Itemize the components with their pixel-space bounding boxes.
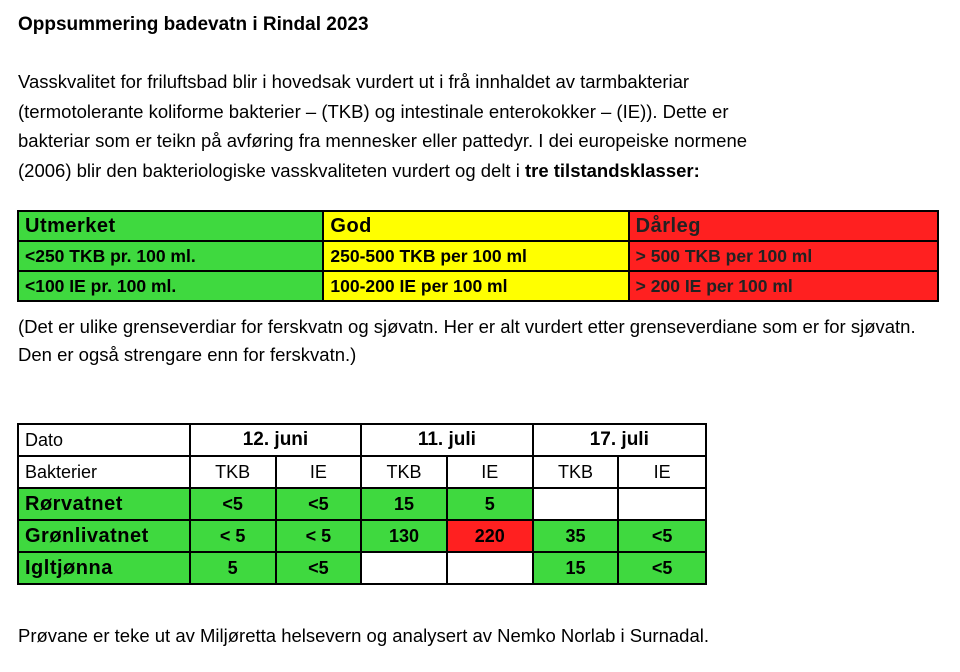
- table-row: [18, 488, 706, 520]
- table-row: [18, 520, 706, 552]
- classes-ie-row: [18, 271, 938, 301]
- class-excellent-tkb: <250 TKB pr. 100 ml.: [18, 241, 323, 271]
- result-cell: <5: [618, 520, 706, 552]
- lake-name: Igltjønna: [18, 552, 190, 584]
- bacteria-header: IE: [618, 456, 706, 488]
- class-excellent-ie: <100 IE pr. 100 ml.: [18, 271, 323, 301]
- intro-line: (termotolerante koliforme bakterier – (TKB) og intestinale enterokokker – (IE)). Dette er: [18, 100, 729, 122]
- results-table: [17, 423, 707, 585]
- result-cell: < 5: [276, 520, 362, 552]
- intro-bold-text: tre tilstandsklasser:: [524, 159, 700, 181]
- result-cell: 15: [361, 488, 447, 520]
- intro-line-text: (2006) blir den bakteriologiske vasskvaliteten vurdert og delt i: [18, 159, 525, 181]
- intro-line: bakteriar som er teikn på avføring fra mennesker eller pattedyr. I dei europeiske normene: [18, 130, 748, 151]
- class-good-tkb: 250-500 TKB per 100 ml: [323, 241, 628, 271]
- class-poor-tkb: > 500 TKB per 100 ml: [629, 241, 938, 271]
- lake-name: Grønlivatnet: [18, 520, 190, 552]
- result-cell: <5: [618, 552, 706, 584]
- date-header: 17. juli: [533, 424, 706, 456]
- lake-name: Rørvatnet: [18, 488, 190, 520]
- bacteria-header: IE: [276, 456, 362, 488]
- bacteria-header: IE: [447, 456, 533, 488]
- note-text: (Det er ulike grenseverdiar for ferskvatn og sjøvatn. Her er alt vurdert etter grenseverdiane som er for sjøvatn. Den er også strengare enn for ferskvatn.): [18, 316, 916, 365]
- result-cell: <5: [190, 488, 276, 520]
- intro-paragraph: [18, 67, 948, 185]
- class-good-ie: 100-200 IE per 100 ml: [323, 271, 628, 301]
- dato-label: Dato: [18, 424, 190, 456]
- date-header: 12. juni: [190, 424, 361, 456]
- intro-line-last: [18, 156, 948, 186]
- result-cell-empty: [361, 552, 447, 584]
- page-title: Oppsummering badevatn i Rindal 2023: [18, 14, 369, 35]
- result-cell: 130: [361, 520, 447, 552]
- classes-tkb-row: [18, 241, 938, 271]
- results-date-row: [18, 424, 706, 456]
- bakterier-label: Bakterier: [18, 456, 190, 488]
- classes-header-row: [18, 211, 938, 241]
- result-cell: 5: [190, 552, 276, 584]
- result-cell-empty: [447, 552, 533, 584]
- bacteria-header: TKB: [361, 456, 447, 488]
- result-cell: <5: [276, 552, 362, 584]
- result-cell: 5: [447, 488, 533, 520]
- result-cell: <5: [276, 488, 362, 520]
- date-header: 11. juli: [361, 424, 532, 456]
- footer-text: Prøvane er teke ut av Miljøretta helsevern og analysert av Nemko Norlab i Surnadal.: [18, 625, 709, 646]
- result-cell-empty: [533, 488, 619, 520]
- result-cell: < 5: [190, 520, 276, 552]
- result-cell: 15: [533, 552, 619, 584]
- intro-line: Vasskvalitet for friluftsbad blir i hovedsak vurdert ut i frå innhaldet av tarmbakteriar: [18, 71, 690, 92]
- result-cell-empty: [618, 488, 706, 520]
- class-good-header: God: [323, 211, 628, 241]
- table-row: [18, 552, 706, 584]
- results-bacteria-row: [18, 456, 706, 488]
- class-poor-header: Dårleg: [629, 211, 938, 241]
- bacteria-header: TKB: [190, 456, 276, 488]
- class-excellent-header: Utmerket: [18, 211, 323, 241]
- result-cell-poor: 220: [447, 520, 533, 552]
- quality-classes-table: [17, 210, 939, 302]
- class-poor-ie: > 200 IE per 100 ml: [629, 271, 938, 301]
- bacteria-header: TKB: [533, 456, 619, 488]
- result-cell: 35: [533, 520, 619, 552]
